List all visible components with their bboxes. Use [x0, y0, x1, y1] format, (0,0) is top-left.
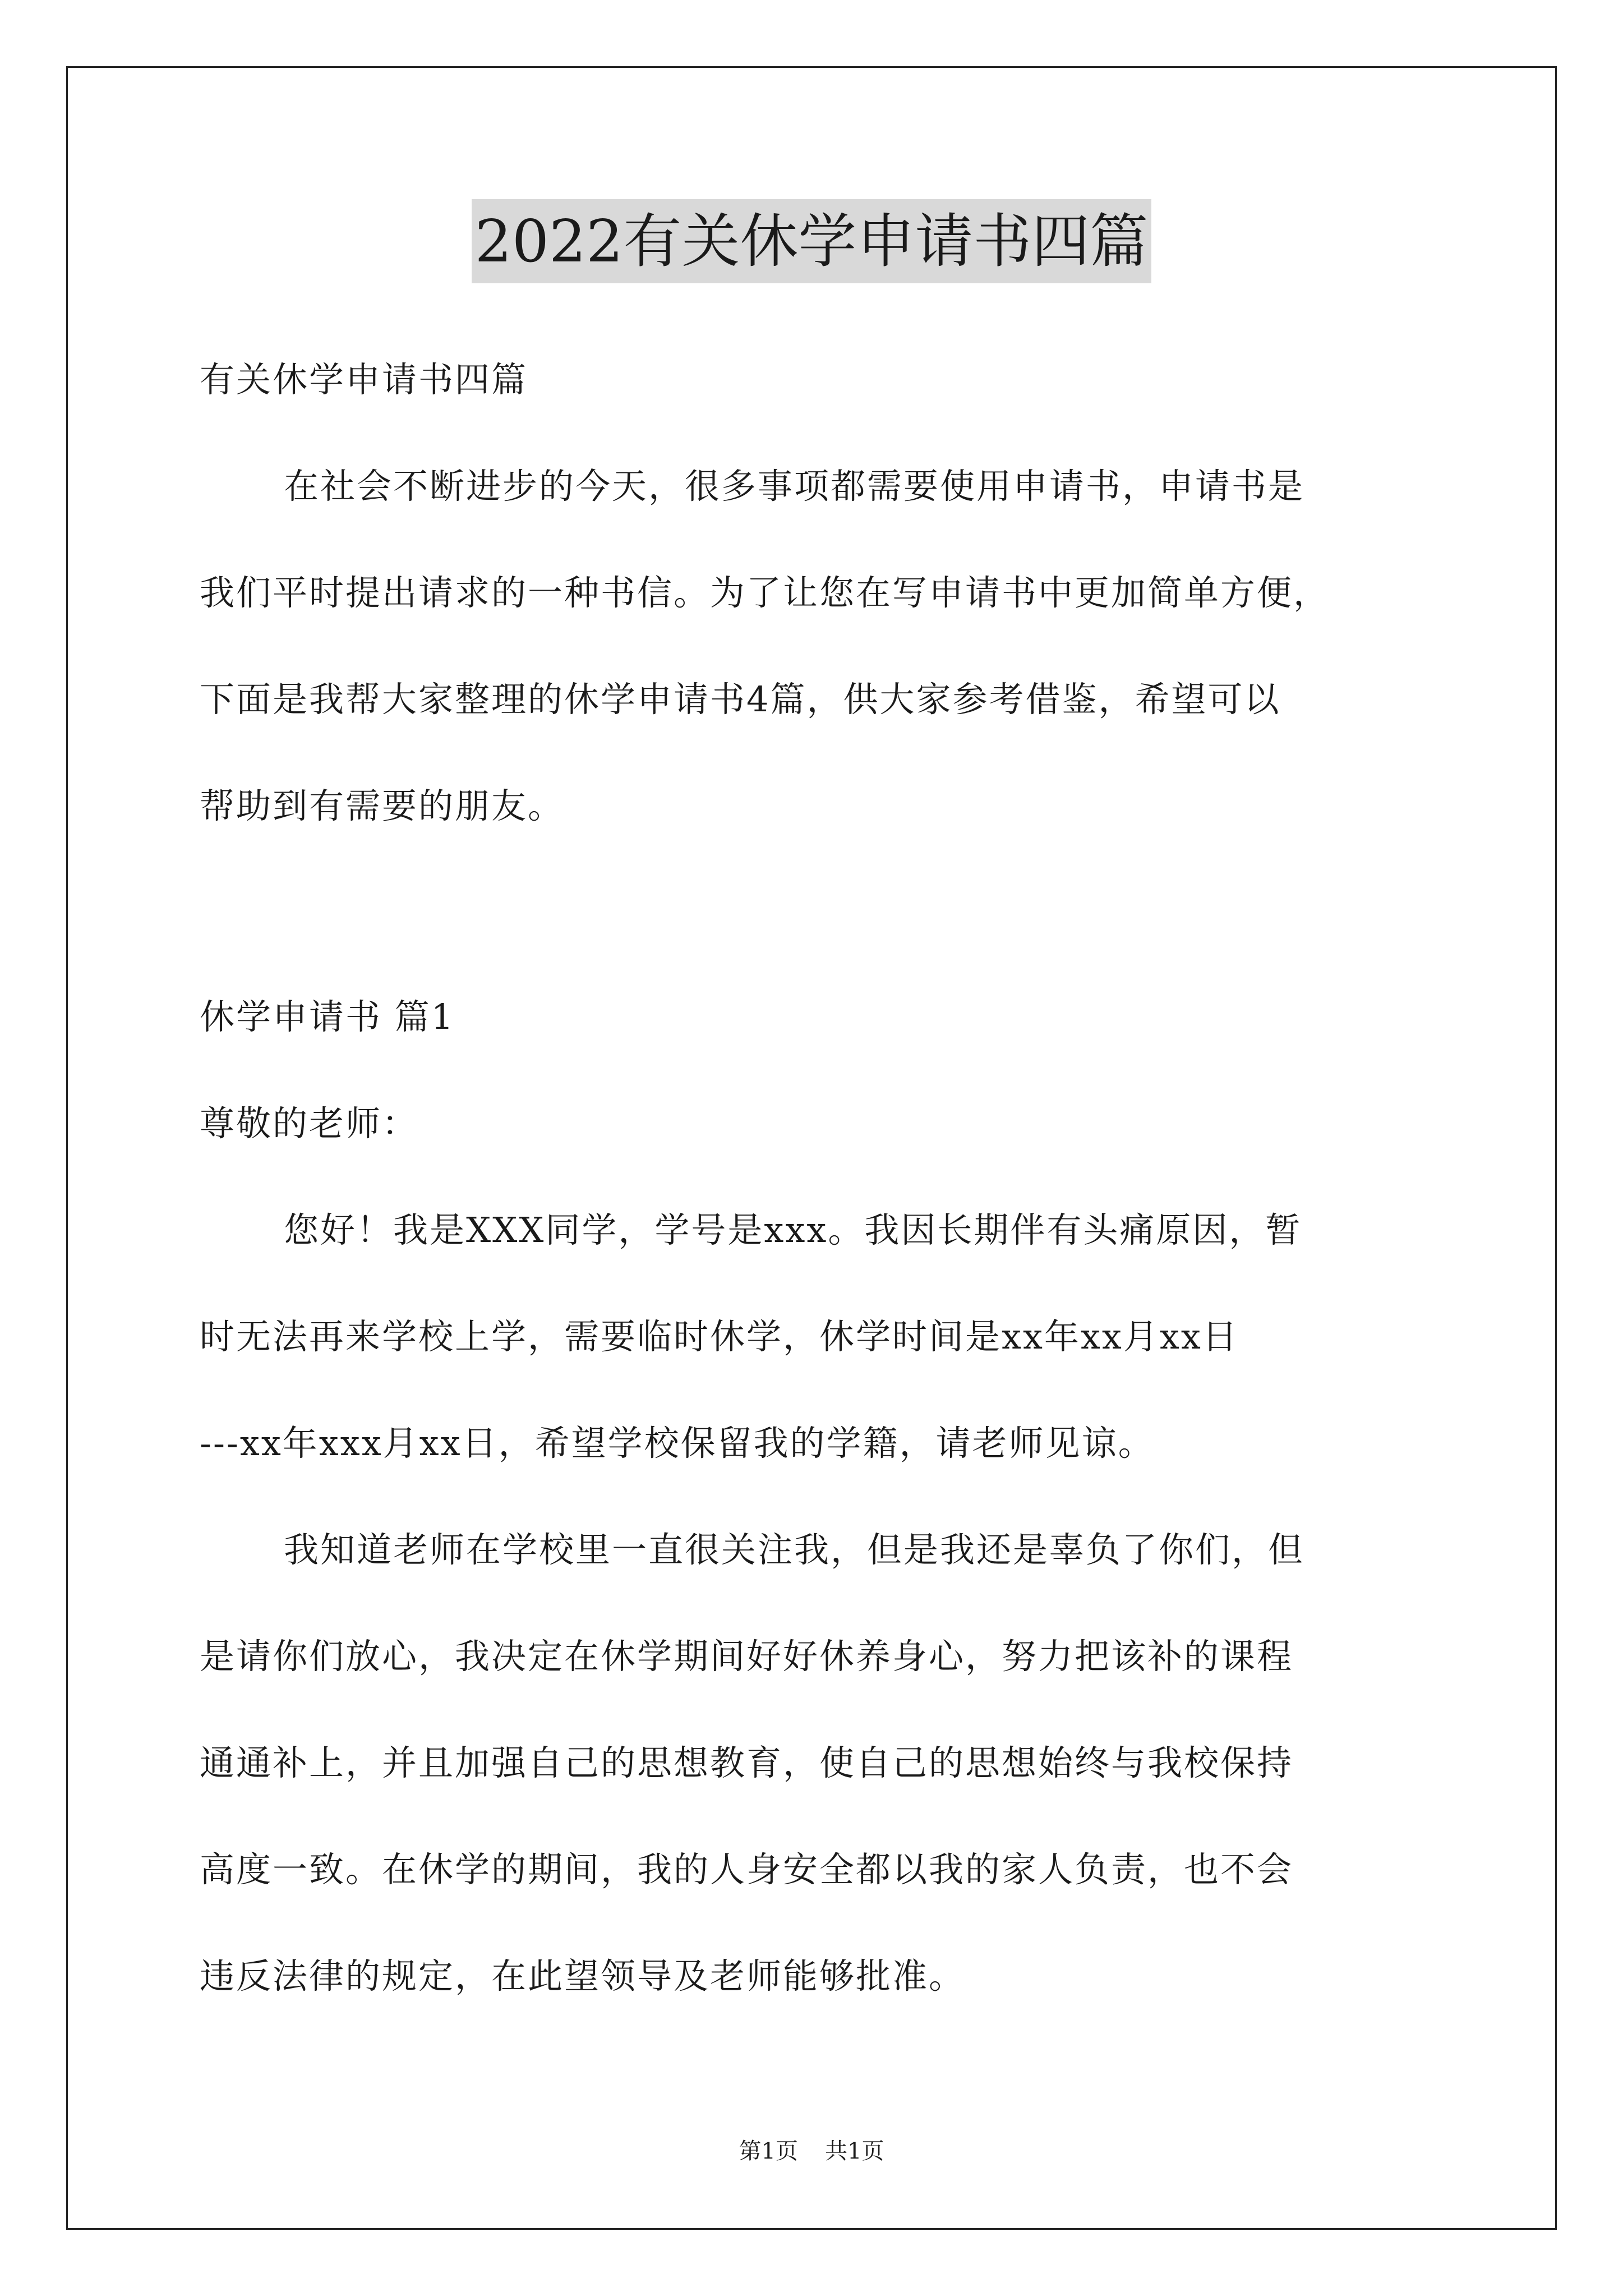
- page-total: 共1页: [825, 2138, 884, 2164]
- page-footer: [0, 2134, 1623, 2168]
- intro-line-1: 在社会不断进步的今天，很多事项都需要使用申请书，申请书是: [284, 466, 1305, 507]
- title-container: [0, 199, 1623, 283]
- document-subtitle: 有关休学申请书四篇: [200, 359, 528, 400]
- page-number: 第1页: [739, 2138, 798, 2164]
- paragraph-2-line-2: 是请你们放心，我决定在休学期间好好休养身心，努力把该补的课程: [200, 1636, 1294, 1677]
- paragraph-2-line-3: 通通补上，并且加强自己的思想教育，使自己的思想始终与我校保持: [200, 1742, 1294, 1783]
- salutation: 尊敬的老师：: [200, 1103, 419, 1144]
- paragraph-1-line-1: 您好！我是XXX同学，学号是xxx。我因长期伴有头痛原因，暂: [284, 1209, 1302, 1250]
- paragraph-2-line-5: 违反法律的规定，在此望领导及老师能够批准。: [200, 1955, 966, 1996]
- paragraph-2-line-4: 高度一致。在休学的期间，我的人身安全都以我的家人负责，也不会: [200, 1849, 1294, 1890]
- intro-line-4: 帮助到有需要的朋友。: [200, 785, 565, 826]
- paragraph-1-line-3: ---xx年xxx月xx日，希望学校保留我的学籍，请老师见谅。: [200, 1423, 1155, 1464]
- intro-line-3: 下面是我帮大家整理的休学申请书4篇，供大家参考借鉴，希望可以: [200, 679, 1281, 720]
- intro-line-2: 我们平时提出请求的一种书信。为了让您在写申请书中更加简单方便，: [200, 572, 1330, 613]
- document-title: 2022有关休学申请书四篇: [472, 199, 1152, 283]
- section-heading: 休学申请书 篇1: [200, 996, 455, 1037]
- paragraph-2-line-1: 我知道老师在学校里一直很关注我，但是我还是辜负了你们，但: [284, 1529, 1305, 1570]
- paragraph-1-line-2: 时无法再来学校上学，需要临时休学，休学时间是xx年xx月xx日: [200, 1316, 1239, 1357]
